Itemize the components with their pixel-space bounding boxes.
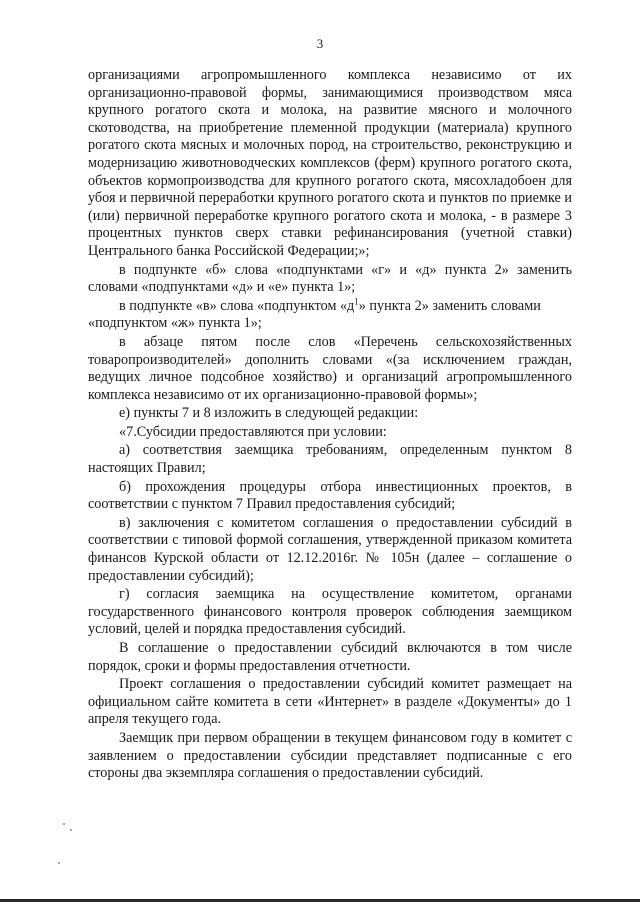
paragraph: а) соответствия заемщика требованиям, определенным пунктом 8 настоящих Правил;	[88, 442, 572, 477]
paragraph: в) заключения с комитетом соглашения о предоставлении субсидий в соответствии с типовой формой соглашения, утвержденной приказом комитета финансов Курской области от 12.12.2016г. № 105н (далее – соглашение о предоставлении субсидий);	[88, 514, 572, 584]
text-after-superscript: » пункта 2» заменить словами	[358, 297, 541, 314]
paragraph-line: «подпунктом «ж» пункта 1»;	[88, 315, 262, 332]
paragraph: г) согласия заемщика на осуществление комитетом, органами государственного финансового контроля проверок соблюдения заемщиком условий, целей и порядка предоставления субсидий.	[88, 586, 572, 638]
paragraph: Заемщик при первом обращении в текущем финансовом году в комитет с заявлением о предоставлении субсидии представляет подписанные с его стороны два экземпляра соглашения о предоставлении субсидий.	[88, 729, 572, 782]
paragraph: в подпункте «б» слова «подпунктами «г» и «д» пункта 2» заменить словами «подпунктами «д» и «е» пункта 1»;	[88, 261, 572, 296]
scan-speck	[58, 862, 60, 864]
paragraph: Проект соглашения о предоставлении субсидий комитет размещает на официальном сайте комитета в сети «Интернет» в разделе «Документы» до 1 апреля текущего года.	[88, 676, 572, 728]
paragraph: в абзаце пятом после слов «Перечень сельскохозяйственных товаропроизводителей» дополнить словами «(за исключением граждан, ведущих личное подсобное хозяйство) и организаций агропромышленного комплекса независимо от их организационно-правовой формы»;	[88, 333, 572, 403]
scan-speck	[63, 823, 65, 825]
paragraph: В соглашение о предоставлении субсидий включаются в том числе порядок, сроки и формы предоставления отчетности.	[88, 640, 572, 674]
paragraph-with-superscript	[88, 295, 572, 333]
superscript: 1	[354, 295, 359, 306]
scan-speck	[70, 829, 72, 831]
bottom-edge-line	[0, 899, 640, 902]
paragraph: е) пункты 7 и 8 изложить в следующей редакции:	[119, 405, 419, 422]
text-before-superscript: в подпункте «в» слова «подпунктом «д	[119, 297, 355, 314]
paragraph-line	[88, 295, 572, 316]
document-body	[88, 67, 572, 783]
paragraph: организациями агропромышленного комплекса независимо от их организационно-правовой формы, занимающимися производством мяса крупного рогатого скота и молока, на развитие мясного и молочного скотоводства, на приобретение племенной продукции (материала) крупного рогатого скота мясных и молочных пород, на строительство, реконструкцию и модернизацию животноводческих комплексов (ферм) крупного рогатого скота, объектов кормопроизводства для крупного рогатого скота, мясохладобоен для убоя и первичной переработки крупного рогатого скота и пунктов по приемке и (или) первичной переработке крупного рогатого скота и молока, - в размере 3 процентных пунктов сверх ставки рефинансирования (учетной ставки) Центрального банка Российской Федерации;»;	[88, 67, 572, 259]
paragraph: «7.Субсидии предоставляются при условии:	[119, 423, 387, 440]
page-number: 3	[316, 36, 324, 51]
paragraph: б) прохождения процедуры отбора инвестиционных проектов, в соответствии с пунктом 7 Правил предоставления субсидий;	[88, 478, 572, 513]
